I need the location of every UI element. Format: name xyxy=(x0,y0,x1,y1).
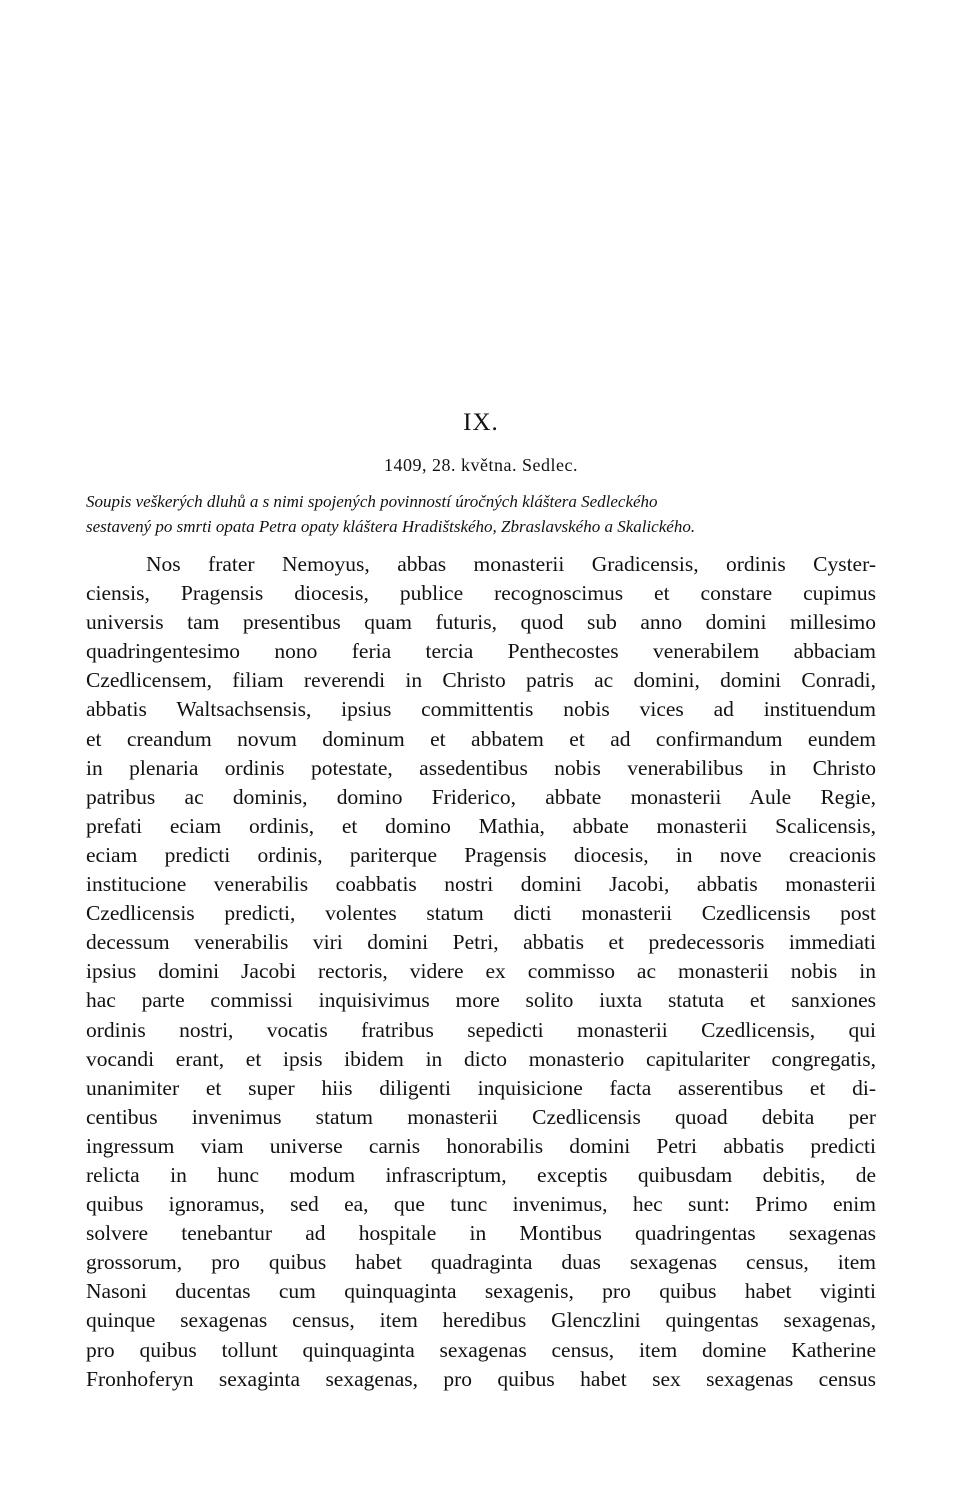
body-line: hac parte commissi inquisivimus more solito iuxta statuta et sanxiones xyxy=(86,988,876,1013)
body-line: ipsius domini Jacobi rectoris, videre ex commisso ac monasterii nobis in xyxy=(86,959,876,984)
body-line: unanimiter et super hiis diligenti inquisicione facta asserentibus et di- xyxy=(86,1075,876,1100)
body-line: quinque sexagenas census, item heredibus Glenczlini quingentas sexagenas, xyxy=(86,1308,876,1333)
body-line: pro quibus tollunt quinquaginta sexagenas census, item domine Katherine xyxy=(86,1337,876,1362)
summary-line: sestavený po smrti opata Petra opaty kláštera Hradištského, Zbraslavského a Skalického. xyxy=(86,517,696,536)
body-line: Czedlicensis predicti, volentes statum dicti monasterii Czedlicensis post xyxy=(86,901,876,926)
summary-line: Soupis veškerých dluhů a s nimi spojených povinností úročných kláštera Sedleckého xyxy=(86,492,658,511)
body-line: centibus invenimus statum monasterii Czedlicensis quoad debita per xyxy=(86,1104,876,1129)
body-line: abbatis Waltsachsensis, ipsius committentis nobis vices ad instituendum xyxy=(86,697,876,722)
body-line: ingressum viam universe carnis honorabilis domini Petri abbatis predicti xyxy=(86,1133,876,1158)
body-line: vocandi erant, et ipsis ibidem in dicto monasterio capitulariter congregatis, xyxy=(86,1046,876,1071)
body-line: quibus ignoramus, sed ea, que tunc invenimus, hec sunt: Primo enim xyxy=(86,1192,876,1217)
body-line: Nos frater Nemoyus, abbas monasterii Gradicensis, ordinis Cyster- xyxy=(146,552,876,576)
document-body xyxy=(86,550,876,1394)
document-page xyxy=(86,0,876,1488)
body-line: solvere tenebantur ad hospitale in Montibus quadringentas sexagenas xyxy=(86,1221,876,1246)
body-line: Czedlicensem, filiam reverendi in Christo patris ac domini, domini Conradi, xyxy=(86,668,876,693)
body-line: patribus ac dominis, domino Friderico, abbate monasterii Aule Regie, xyxy=(86,784,876,809)
body-line: universis tam presentibus quam futuris, quod sub anno domini millesimo xyxy=(86,610,876,635)
document-date: 1409, 28. května. Sedlec. xyxy=(384,455,578,475)
body-line: decessum venerabilis viri domini Petri, abbatis et predecessoris immediati xyxy=(86,930,876,955)
document-number: IX. xyxy=(463,409,499,436)
body-line: et creandum novum dominum et abbatem et ad confirmandum eundem xyxy=(86,726,876,751)
body-line: prefati eciam ordinis, et domino Mathia, abbate monasterii Scalicensis, xyxy=(86,813,876,838)
body-line: relicta in hunc modum infrascriptum, exceptis quibusdam debitis, de xyxy=(86,1162,876,1187)
body-line: quadringentesimo nono feria tercia Penthecostes venerabilem abbaciam xyxy=(86,639,876,664)
body-line: Fronhoferyn sexaginta sexagenas, pro quibus habet sex sexagenas census xyxy=(86,1366,876,1391)
body-line: Nasoni ducentas cum quinquaginta sexagenis, pro quibus habet viginti xyxy=(86,1279,876,1304)
document-summary xyxy=(86,489,876,539)
body-line: ciensis, Pragensis diocesis, publice recognoscimus et constare cupimus xyxy=(86,581,876,606)
body-line: in plenaria ordinis potestate, assedentibus nobis venerabilibus in Christo xyxy=(86,755,876,780)
body-line: eciam predicti ordinis, pariterque Pragensis diocesis, in nove creacionis xyxy=(86,842,876,867)
body-line: ordinis nostri, vocatis fratribus sepedicti monasterii Czedlicensis, qui xyxy=(86,1017,876,1042)
body-line: grossorum, pro quibus habet quadraginta duas sexagenas census, item xyxy=(86,1250,876,1275)
body-line: institucione venerabilis coabbatis nostri domini Jacobi, abbatis monasterii xyxy=(86,872,876,897)
